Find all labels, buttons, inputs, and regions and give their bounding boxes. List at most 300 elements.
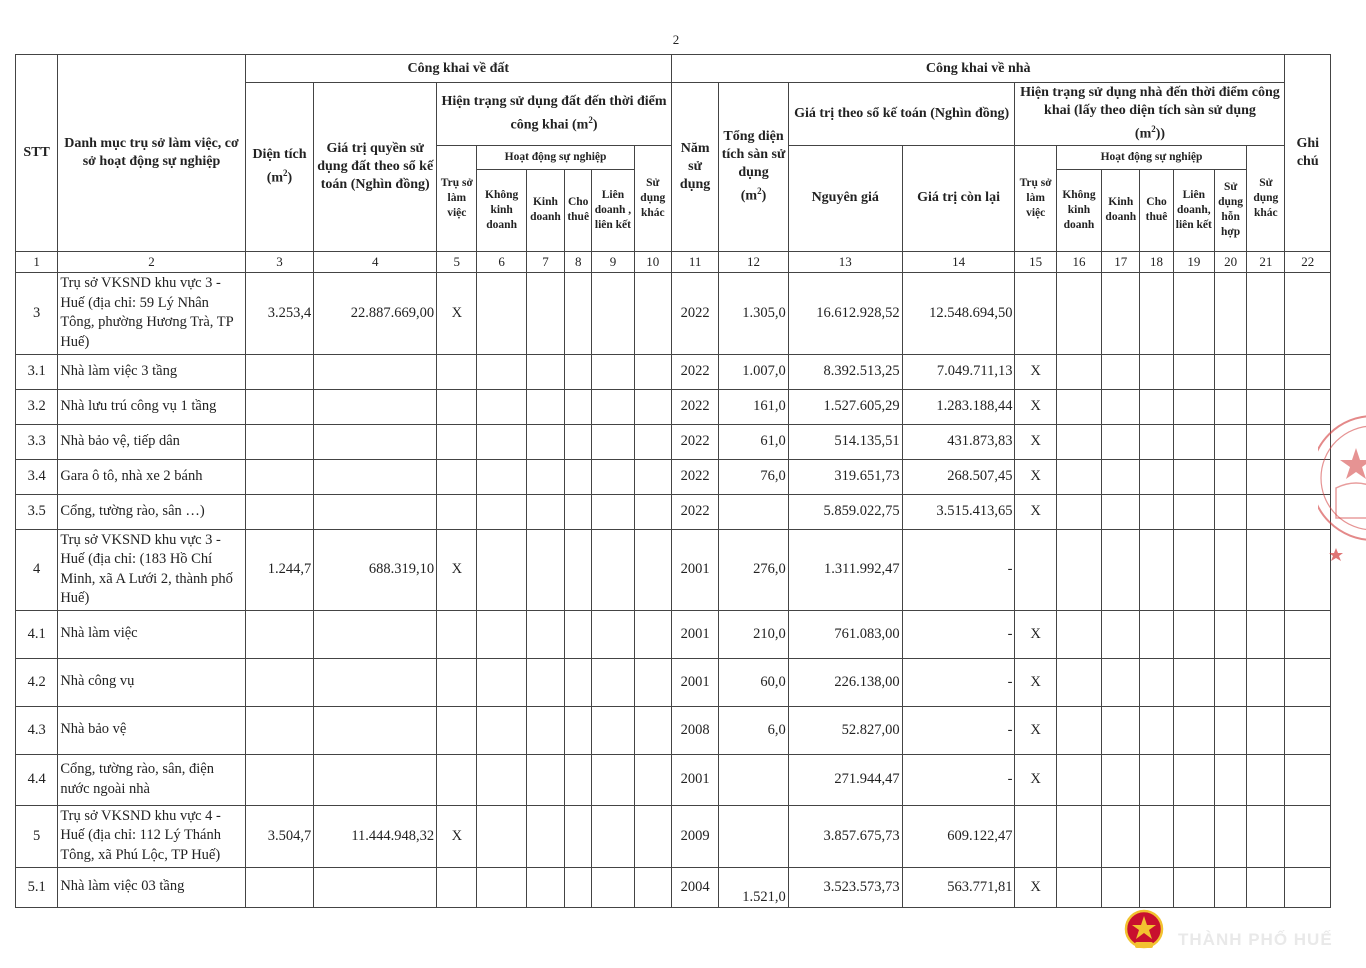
empty-cell: [1173, 805, 1214, 867]
row-floor-area: 161,0: [719, 389, 789, 424]
header-house-status: Hiện trạng sử dụng nhà đến thời điểm công khai (lấy theo diện tích sàn sử dụng $(m^2)$): [1015, 83, 1285, 146]
row-land-area: 1.244,7: [245, 529, 314, 610]
row-land-office: [437, 610, 477, 658]
row-stt: 3: [16, 272, 58, 354]
empty-cell: [477, 389, 526, 424]
header-land-group: Công khai về đất: [245, 55, 671, 83]
empty-cell: [1056, 658, 1101, 706]
row-floor-area: 6,0: [719, 706, 789, 754]
row-stt: 3.3: [16, 424, 58, 459]
header-land-area: Diện tích $(m^2)$: [245, 83, 314, 252]
row-name: Nhà công vụ: [58, 658, 245, 706]
row-land-office: [437, 424, 477, 459]
empty-cell: [1102, 389, 1140, 424]
asset-disclosure-table: [15, 54, 1331, 908]
row-land-value: [314, 494, 437, 529]
empty-cell: [477, 610, 526, 658]
row-land-office: [437, 754, 477, 805]
empty-cell: [1285, 658, 1331, 706]
row-name: Cổng, tường rào, sân, điện nước ngoài nhà: [58, 754, 245, 805]
column-number: 1: [16, 251, 58, 272]
table-row: [16, 867, 1331, 907]
header-original-cost: Nguyên giá: [788, 145, 902, 251]
empty-cell: [1056, 459, 1101, 494]
empty-cell: [1173, 354, 1214, 389]
empty-cell: [565, 272, 592, 354]
empty-cell: [1214, 424, 1246, 459]
header-house-group: Công khai về nhà: [671, 55, 1285, 83]
row-remaining-value: -: [902, 610, 1015, 658]
empty-cell: [1140, 805, 1173, 867]
red-seal-stamp: [1318, 378, 1366, 578]
empty-cell: [634, 459, 671, 494]
header-house-nonbiz: Không kinh doanh: [1056, 169, 1101, 251]
row-land-office: [437, 459, 477, 494]
row-name: Nhà bảo vệ: [58, 706, 245, 754]
empty-cell: [1247, 529, 1285, 610]
row-land-area: [245, 424, 314, 459]
row-name: Nhà làm việc 3 tầng: [58, 354, 245, 389]
empty-cell: [634, 494, 671, 529]
header-house-mixed: Sử dụng hỗn hợp: [1214, 169, 1246, 251]
empty-cell: [1173, 459, 1214, 494]
empty-cell: [1247, 354, 1285, 389]
empty-cell: [565, 805, 592, 867]
header-land-value: Giá trị quyền sử dụng đất theo sổ kế toán (Nghìn đồng): [314, 83, 437, 252]
table-row: [16, 354, 1331, 389]
empty-cell: [1247, 805, 1285, 867]
row-remaining-value: 431.873,83: [902, 424, 1015, 459]
empty-cell: [1173, 494, 1214, 529]
header-year: Năm sử dụng: [671, 83, 718, 252]
row-remaining-value: 268.507,45: [902, 459, 1015, 494]
row-land-area: [245, 610, 314, 658]
page-number: 2: [672, 32, 680, 47]
row-house-office: X: [1015, 706, 1056, 754]
row-floor-area: 210,0: [719, 610, 789, 658]
row-land-office: [437, 354, 477, 389]
empty-cell: [592, 494, 634, 529]
row-land-value: [314, 354, 437, 389]
empty-cell: [1173, 658, 1214, 706]
row-house-office: X: [1015, 354, 1056, 389]
empty-cell: [1247, 459, 1285, 494]
table-row: [16, 459, 1331, 494]
empty-cell: [1214, 459, 1246, 494]
empty-cell: [1140, 424, 1173, 459]
empty-cell: [1102, 658, 1140, 706]
row-house-office: [1015, 272, 1056, 354]
row-remaining-value: -: [902, 754, 1015, 805]
empty-cell: [1214, 706, 1246, 754]
row-stt: 4.3: [16, 706, 58, 754]
row-floor-area: 76,0: [719, 459, 789, 494]
row-stt: 4.4: [16, 754, 58, 805]
empty-cell: [634, 424, 671, 459]
row-original-cost: 8.392.513,25: [788, 354, 902, 389]
empty-cell: [634, 529, 671, 610]
row-land-office: [437, 706, 477, 754]
row-floor-area: 276,0: [719, 529, 789, 610]
empty-cell: [1214, 272, 1246, 354]
table-row: [16, 529, 1331, 610]
column-number: 11: [671, 251, 718, 272]
empty-cell: [477, 867, 526, 907]
national-emblem-icon: [1124, 909, 1164, 951]
row-name: Nhà lưu trú công vụ 1 tầng: [58, 389, 245, 424]
empty-cell: [1102, 424, 1140, 459]
row-house-office: [1015, 529, 1056, 610]
row-stt: 5: [16, 805, 58, 867]
empty-cell: [477, 706, 526, 754]
row-name: Trụ sở VKSND khu vực 3 - Huế (địa chỉ: (183 Hồ Chí Minh, xã A Lưới 2, thành phố Huế): [58, 529, 245, 610]
row-remaining-value: 609.122,47: [902, 805, 1015, 867]
row-remaining-value: 3.515.413,65: [902, 494, 1015, 529]
empty-cell: [477, 494, 526, 529]
empty-cell: [1140, 754, 1173, 805]
row-land-area: [245, 459, 314, 494]
row-original-cost: 514.135,51: [788, 424, 902, 459]
empty-cell: [1285, 867, 1331, 907]
row-original-cost: 761.083,00: [788, 610, 902, 658]
empty-cell: [526, 494, 564, 529]
column-number: 17: [1102, 251, 1140, 272]
header-house-biz: Kinh doanh: [1102, 169, 1140, 251]
empty-cell: [565, 754, 592, 805]
empty-cell: [1102, 529, 1140, 610]
empty-cell: [1285, 805, 1331, 867]
empty-cell: [1056, 706, 1101, 754]
table-row: [16, 754, 1331, 805]
empty-cell: [526, 272, 564, 354]
row-land-value: [314, 754, 437, 805]
row-stt: 4: [16, 529, 58, 610]
empty-cell: [1285, 272, 1331, 354]
empty-cell: [592, 389, 634, 424]
empty-cell: [1056, 610, 1101, 658]
row-name: Nhà bảo vệ, tiếp dân: [58, 424, 245, 459]
empty-cell: [526, 867, 564, 907]
empty-cell: [1214, 494, 1246, 529]
empty-cell: [1102, 610, 1140, 658]
row-land-office: [437, 494, 477, 529]
row-stt: 4.2: [16, 658, 58, 706]
empty-cell: [1285, 610, 1331, 658]
row-land-area: 3.504,7: [245, 805, 314, 867]
header-floor-area: Tổng diện tích sàn sử dụng $(m^2)$: [719, 83, 789, 252]
row-floor-area: [719, 494, 789, 529]
header-remaining-value: Giá trị còn lại: [902, 145, 1015, 251]
row-remaining-value: -: [902, 706, 1015, 754]
empty-cell: [592, 529, 634, 610]
empty-cell: [1173, 272, 1214, 354]
column-number: 9: [592, 251, 634, 272]
column-number: 16: [1056, 251, 1101, 272]
empty-cell: [1056, 389, 1101, 424]
row-remaining-value: 7.049.711,13: [902, 354, 1015, 389]
empty-cell: [1140, 354, 1173, 389]
empty-cell: [565, 459, 592, 494]
empty-cell: [1140, 494, 1173, 529]
row-house-office: X: [1015, 424, 1056, 459]
row-land-area: [245, 706, 314, 754]
empty-cell: [1102, 706, 1140, 754]
empty-cell: [1214, 610, 1246, 658]
row-floor-area: 1.007,0: [719, 354, 789, 389]
row-land-value: 11.444.948,32: [314, 805, 437, 867]
header-house-rent: Cho thuê: [1140, 169, 1173, 251]
empty-cell: [565, 424, 592, 459]
header-land-office: Trụ sở làm việc: [437, 145, 477, 251]
empty-cell: [565, 389, 592, 424]
row-land-area: [245, 389, 314, 424]
row-land-office: X: [437, 805, 477, 867]
column-number: 5: [437, 251, 477, 272]
row-remaining-value: 1.283.188,44: [902, 389, 1015, 424]
empty-cell: [1173, 754, 1214, 805]
empty-cell: [526, 658, 564, 706]
header-house-other: Sử dụng khác: [1247, 145, 1285, 251]
row-floor-area: 1.305,0: [719, 272, 789, 354]
column-number: 12: [719, 251, 789, 272]
empty-cell: [592, 706, 634, 754]
header-note: Ghi chú: [1285, 55, 1331, 252]
row-house-office: [1015, 805, 1056, 867]
row-remaining-value: 12.548.694,50: [902, 272, 1015, 354]
row-year: 2022: [671, 389, 718, 424]
empty-cell: [1173, 610, 1214, 658]
empty-cell: [526, 354, 564, 389]
row-house-office: X: [1015, 389, 1056, 424]
row-stt: 4.1: [16, 610, 58, 658]
row-name: Gara ô tô, nhà xe 2 bánh: [58, 459, 245, 494]
table-row: [16, 424, 1331, 459]
empty-cell: [565, 354, 592, 389]
row-year: 2001: [671, 754, 718, 805]
empty-cell: [1214, 658, 1246, 706]
row-land-area: [245, 754, 314, 805]
empty-cell: [477, 754, 526, 805]
row-land-area: [245, 354, 314, 389]
empty-cell: [1140, 389, 1173, 424]
empty-cell: [1102, 272, 1140, 354]
row-stt: 3.5: [16, 494, 58, 529]
empty-cell: [1247, 658, 1285, 706]
row-floor-area: 60,0: [719, 658, 789, 706]
column-number: 6: [477, 251, 526, 272]
table-row: [16, 706, 1331, 754]
column-number: 15: [1015, 251, 1056, 272]
empty-cell: [592, 459, 634, 494]
row-house-office: X: [1015, 754, 1056, 805]
empty-cell: [1140, 529, 1173, 610]
column-number: 13: [788, 251, 902, 272]
empty-cell: [634, 610, 671, 658]
row-year: 2022: [671, 459, 718, 494]
empty-cell: [1247, 424, 1285, 459]
row-original-cost: 5.859.022,75: [788, 494, 902, 529]
row-year: 2001: [671, 529, 718, 610]
empty-cell: [565, 494, 592, 529]
empty-cell: [634, 754, 671, 805]
row-year: 2022: [671, 354, 718, 389]
row-house-office: X: [1015, 459, 1056, 494]
column-number: 8: [565, 251, 592, 272]
empty-cell: [526, 610, 564, 658]
row-name: Nhà làm việc: [58, 610, 245, 658]
empty-cell: [1102, 754, 1140, 805]
column-number: 20: [1214, 251, 1246, 272]
empty-cell: [1247, 494, 1285, 529]
header-category: Danh mục trụ sở làm việc, cơ sở hoạt động sự nghiệp: [58, 55, 245, 252]
empty-cell: [1102, 354, 1140, 389]
empty-cell: [526, 459, 564, 494]
header-house-business: Hoạt động sự nghiệp: [1056, 145, 1246, 169]
empty-cell: [1173, 424, 1214, 459]
row-land-area: [245, 658, 314, 706]
row-original-cost: 52.827,00: [788, 706, 902, 754]
empty-cell: [565, 867, 592, 907]
column-number: 7: [526, 251, 564, 272]
header-land-status: Hiện trạng sử dụng đất đến thời điểm công khai $(m^2)$: [437, 83, 672, 146]
empty-cell: [592, 610, 634, 658]
empty-cell: [592, 754, 634, 805]
column-number-row: [16, 251, 1331, 272]
column-number: 19: [1173, 251, 1214, 272]
table-row: [16, 389, 1331, 424]
column-number: 2: [58, 251, 245, 272]
watermark-text: THÀNH PHỐ HUẾ: [1178, 930, 1333, 949]
row-original-cost: 271.944,47: [788, 754, 902, 805]
empty-cell: [592, 658, 634, 706]
row-land-value: [314, 424, 437, 459]
row-name: Cổng, tường rào, sân …): [58, 494, 245, 529]
empty-cell: [634, 354, 671, 389]
empty-cell: [526, 805, 564, 867]
header-stt: STT: [16, 55, 58, 252]
empty-cell: [477, 529, 526, 610]
empty-cell: [1140, 706, 1173, 754]
empty-cell: [592, 867, 634, 907]
row-house-office: X: [1015, 494, 1056, 529]
empty-cell: [1247, 610, 1285, 658]
empty-cell: [592, 805, 634, 867]
empty-cell: [1214, 805, 1246, 867]
row-stt: 5.1: [16, 867, 58, 907]
row-original-cost: 319.651,73: [788, 459, 902, 494]
empty-cell: [526, 389, 564, 424]
empty-cell: [526, 706, 564, 754]
row-house-office: X: [1015, 610, 1056, 658]
row-land-value: [314, 658, 437, 706]
column-number: 4: [314, 251, 437, 272]
row-stt: 3.4: [16, 459, 58, 494]
row-original-cost: 1.527.605,29: [788, 389, 902, 424]
empty-cell: [477, 805, 526, 867]
column-number: 21: [1247, 251, 1285, 272]
row-stt: 3.1: [16, 354, 58, 389]
empty-cell: [565, 658, 592, 706]
empty-cell: [1102, 805, 1140, 867]
row-year: 2022: [671, 494, 718, 529]
empty-cell: [1056, 354, 1101, 389]
row-land-value: 688.319,10: [314, 529, 437, 610]
empty-cell: [592, 354, 634, 389]
empty-cell: [1140, 272, 1173, 354]
empty-cell: [1247, 754, 1285, 805]
table-row: [16, 658, 1331, 706]
header-land-biz: Kinh doanh: [526, 169, 564, 251]
row-house-office: X: [1015, 658, 1056, 706]
empty-cell: [634, 867, 671, 907]
empty-cell: [592, 424, 634, 459]
row-land-value: [314, 706, 437, 754]
row-land-value: [314, 459, 437, 494]
empty-cell: [1056, 424, 1101, 459]
empty-cell: [1140, 867, 1173, 907]
empty-cell: [477, 354, 526, 389]
header-book-value: Giá trị theo sổ kế toán (Nghìn đồng): [788, 83, 1015, 146]
row-floor-area: [719, 805, 789, 867]
row-original-cost: 3.857.675,73: [788, 805, 902, 867]
empty-cell: [565, 706, 592, 754]
header-land-jv: Liên doanh , liên kết: [592, 169, 634, 251]
empty-cell: [1056, 867, 1101, 907]
row-floor-area: 61,0: [719, 424, 789, 459]
header-land-nonbiz: Không kinh doanh: [477, 169, 526, 251]
empty-cell: [592, 272, 634, 354]
empty-cell: [634, 272, 671, 354]
column-number: 18: [1140, 251, 1173, 272]
empty-cell: [1173, 706, 1214, 754]
empty-cell: [1056, 272, 1101, 354]
row-land-value: [314, 389, 437, 424]
row-land-value: [314, 610, 437, 658]
empty-cell: [477, 459, 526, 494]
empty-cell: [1173, 389, 1214, 424]
empty-cell: [1247, 867, 1285, 907]
row-land-value: [314, 867, 437, 907]
empty-cell: [1247, 272, 1285, 354]
column-number: 22: [1285, 251, 1331, 272]
empty-cell: [1214, 867, 1246, 907]
row-original-cost: 16.612.928,52: [788, 272, 902, 354]
row-original-cost: 226.138,00: [788, 658, 902, 706]
header-land-business: Hoạt động sự nghiệp: [477, 145, 634, 169]
empty-cell: [477, 272, 526, 354]
empty-cell: [1056, 805, 1101, 867]
row-floor-area: [719, 754, 789, 805]
row-land-area: [245, 494, 314, 529]
header-land-rent: Cho thuê: [565, 169, 592, 251]
empty-cell: [1247, 706, 1285, 754]
header-house-jv: Liên doanh, liên kết: [1173, 169, 1214, 251]
row-land-area: [245, 867, 314, 907]
empty-cell: [565, 529, 592, 610]
row-land-office: [437, 867, 477, 907]
empty-cell: [565, 610, 592, 658]
empty-cell: [526, 529, 564, 610]
empty-cell: [526, 754, 564, 805]
row-floor-area: 1.521,0: [719, 867, 789, 907]
table-row: [16, 805, 1331, 867]
empty-cell: [1214, 529, 1246, 610]
empty-cell: [1140, 610, 1173, 658]
empty-cell: [1140, 459, 1173, 494]
empty-cell: [1102, 459, 1140, 494]
header-land-other: Sử dụng khác: [634, 145, 671, 251]
empty-cell: [526, 424, 564, 459]
